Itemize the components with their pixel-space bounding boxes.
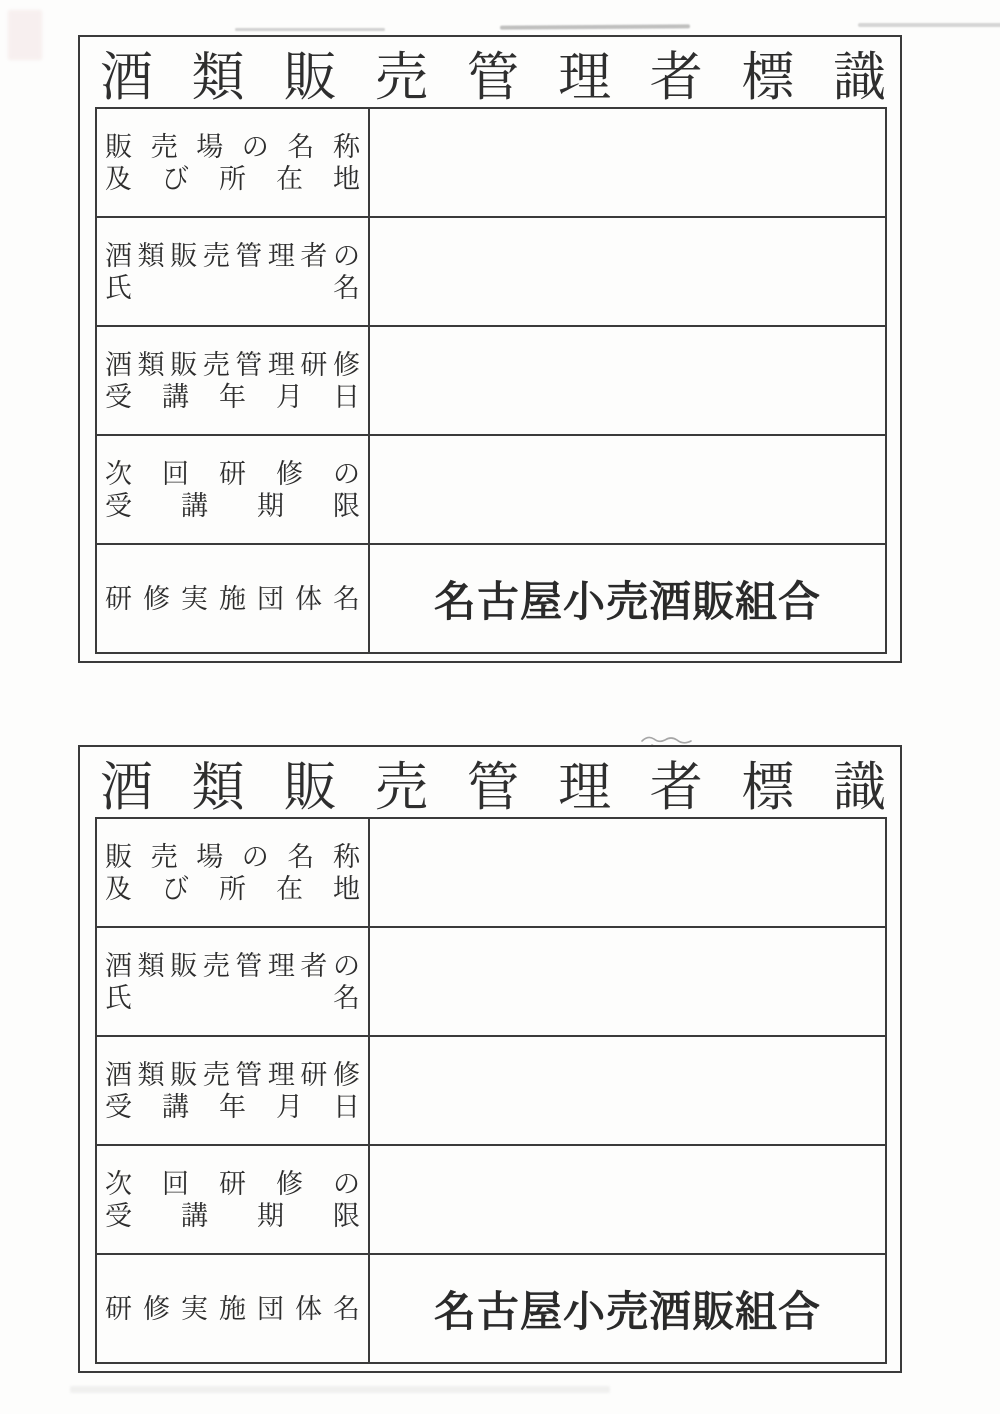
row-sales-place (97, 109, 885, 216)
label-line: 受講期限 (105, 1200, 360, 1231)
row-training-date (97, 1035, 885, 1144)
label-line: 販売場の名称 (105, 131, 360, 162)
label-line: 研修実施団体名 (105, 583, 360, 614)
scan-artifact (500, 24, 690, 29)
label-line: 次回研修の (105, 1168, 360, 1199)
row-next-training-deadline (97, 1144, 885, 1253)
label-line: 酒類販売管理研修 (105, 1059, 360, 1090)
row-training-organization (97, 1253, 885, 1362)
form-table (95, 817, 887, 1364)
value-sales-place (370, 819, 885, 926)
label-training-date (97, 1037, 370, 1144)
label-line: 氏名 (105, 272, 360, 303)
form-title (80, 37, 900, 113)
label-line: 次回研修の (105, 458, 360, 489)
label-next-training-deadline (97, 1146, 370, 1253)
row-manager-name (97, 926, 885, 1035)
row-training-organization (97, 543, 885, 652)
value-manager-name (370, 218, 885, 325)
value-training-date (370, 1037, 885, 1144)
label-line: 受講年月日 (105, 381, 360, 412)
label-line: 及び所在地 (105, 163, 360, 194)
row-training-date (97, 325, 885, 434)
row-next-training-deadline (97, 434, 885, 543)
scan-artifact (858, 23, 1000, 27)
scan-artifact (8, 10, 42, 60)
value-training-organization: 名古屋小売酒販組合 (433, 1289, 821, 1336)
label-training-date (97, 327, 370, 434)
label-sales-place (97, 109, 370, 216)
label-training-organization (97, 545, 370, 652)
value-next-training-deadline (370, 1146, 885, 1253)
form-title-text: 酒類販売管理者標識 (100, 48, 886, 107)
label-manager-name (97, 218, 370, 325)
row-manager-name (97, 216, 885, 325)
form-title-text: 酒類販売管理者標識 (100, 758, 886, 817)
scan-artifact (70, 1386, 610, 1393)
form-table (95, 107, 887, 654)
label-line: 酒類販売管理者の (105, 950, 360, 981)
label-line: 及び所在地 (105, 873, 360, 904)
value-training-organization: 名古屋小売酒販組合 (433, 579, 821, 626)
label-line: 酒類販売管理研修 (105, 349, 360, 380)
liquor-manager-sign-form-1 (78, 35, 902, 663)
label-line: 氏名 (105, 982, 360, 1013)
scan-artifact (235, 28, 385, 31)
row-sales-place (97, 819, 885, 926)
value-manager-name (370, 928, 885, 1035)
label-line: 研修実施団体名 (105, 1293, 360, 1324)
label-line: 酒類販売管理者の (105, 240, 360, 271)
label-line: 販売場の名称 (105, 841, 360, 872)
form-title (80, 747, 900, 823)
label-line: 受講年月日 (105, 1091, 360, 1122)
label-training-organization (97, 1255, 370, 1362)
value-training-date (370, 327, 885, 434)
value-next-training-deadline (370, 436, 885, 543)
label-next-training-deadline (97, 436, 370, 543)
value-sales-place (370, 109, 885, 216)
label-sales-place (97, 819, 370, 926)
liquor-manager-sign-form-2 (78, 745, 902, 1373)
label-manager-name (97, 928, 370, 1035)
label-line: 受講期限 (105, 490, 360, 521)
